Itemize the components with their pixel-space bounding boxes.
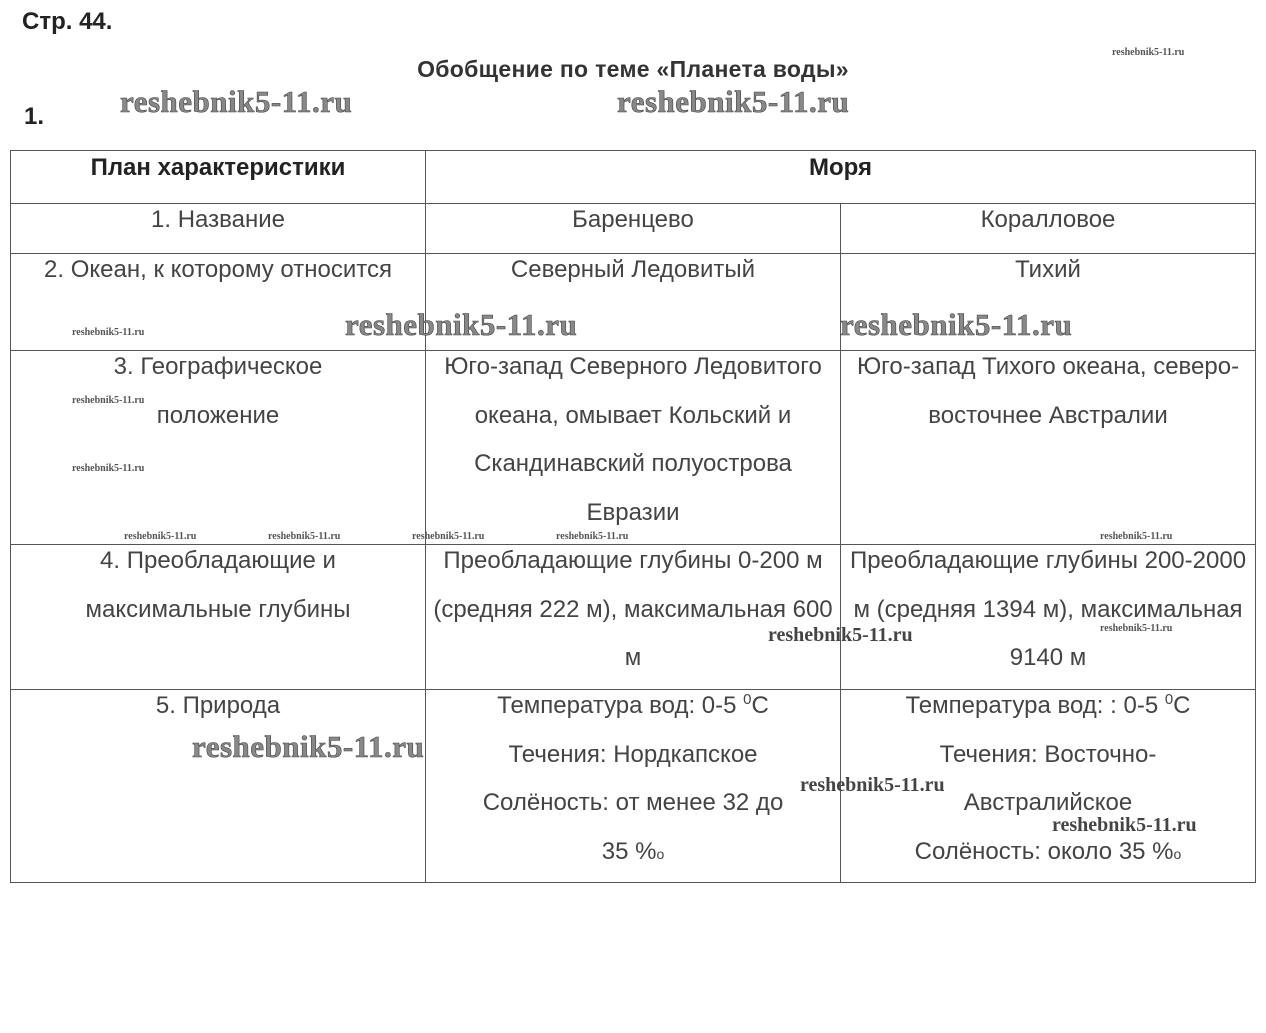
table-row	[11, 545, 1256, 690]
barents-temperature: Температура вод: 0-5 $^0$С	[497, 691, 769, 719]
coral-temperature: Температура вод: : 0-5 $^0$С	[905, 691, 1191, 719]
row4-coral: Преобладающие глубины 200-2000 м (средняя 1394 м), максимальная 9140 м	[841, 545, 1256, 690]
row1-coral: Коралловое	[841, 204, 1256, 254]
barents-salinity-value: 35 %o	[601, 837, 665, 865]
watermark: reshebnik5-11.ru	[840, 307, 1073, 342]
page-label: Стр. 44.	[22, 8, 113, 35]
row5-plan: 5. Природа	[11, 690, 426, 883]
row1-barents: Баренцево	[426, 204, 841, 254]
watermark: reshebnik5-11.ru	[556, 531, 629, 542]
row2-barents: Северный Ледовитый	[426, 254, 841, 351]
watermark: reshebnik5-11.ru	[1112, 47, 1185, 58]
watermark: reshebnik5-11.ru	[124, 531, 197, 542]
row3-coral: Юго-запад Тихого океана, северо-восточнее Австралии	[841, 351, 1256, 545]
row3-plan: 3. Географическое положение	[11, 351, 426, 545]
characteristics-table	[10, 150, 1256, 883]
row2-coral: Тихий	[841, 254, 1256, 351]
watermark: reshebnik5-11.ru	[72, 327, 145, 338]
table-row	[11, 690, 1256, 883]
watermark: reshebnik5-11.ru	[268, 531, 341, 542]
watermark: reshebnik5-11.ru	[72, 463, 145, 474]
row4-barents: Преобладающие глубины 0-200 м (средняя 222 м), максимальная 600 м	[426, 545, 841, 690]
watermark: reshebnik5-11.ru	[617, 84, 850, 119]
watermark: reshebnik5-11.ru	[1052, 814, 1197, 836]
document-title: Обобщение по теме «Планета воды»	[417, 56, 849, 82]
barents-currents: Течения: Нордкапское	[508, 740, 758, 768]
coral-salinity: Солёность: около 35 %o	[914, 837, 1182, 865]
table-row	[11, 351, 1256, 545]
row2-plan: 2. Океан, к которому относится	[11, 254, 426, 351]
task-number: 1.	[24, 103, 45, 130]
row4-plan: 4. Преобладающие и максимальные глубины	[11, 545, 426, 690]
watermark: reshebnik5-11.ru	[800, 774, 945, 796]
header-plan: План характеристики	[11, 151, 426, 204]
watermark: reshebnik5-11.ru	[192, 729, 425, 764]
watermark: reshebnik5-11.ru	[1100, 623, 1173, 634]
row3-barents: Юго-запад Северного Ледовитого океана, омывает Кольский и Скандинавский полуострова Евразии	[426, 351, 841, 545]
watermark: reshebnik5-11.ru	[72, 395, 145, 406]
coral-currents-cont: Австралийское	[963, 789, 1133, 816]
coral-currents: Течения: Восточно-	[939, 740, 1157, 768]
watermark: reshebnik5-11.ru	[412, 531, 485, 542]
header-seas: Моря	[426, 151, 1256, 204]
watermark: reshebnik5-11.ru	[345, 307, 578, 342]
row1-plan: 1. Название	[11, 204, 426, 254]
watermark: reshebnik5-11.ru	[768, 624, 913, 646]
row5-barents	[426, 690, 841, 883]
watermark: reshebnik5-11.ru	[1100, 531, 1173, 542]
barents-salinity: Солёность: от менее 32 до	[482, 789, 784, 816]
watermark: reshebnik5-11.ru	[120, 84, 353, 119]
